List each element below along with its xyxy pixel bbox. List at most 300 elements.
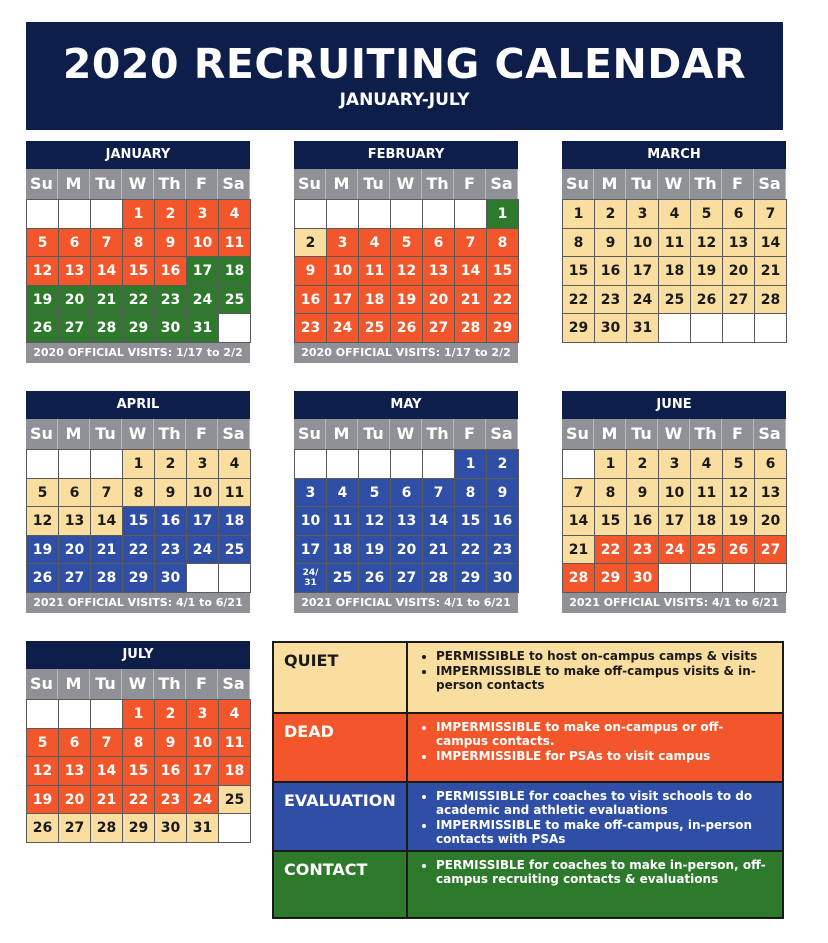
day-cell: 12 <box>390 256 423 286</box>
month-may <box>294 391 518 613</box>
day-cell: 11 <box>326 506 359 536</box>
weekday-header: Th <box>690 169 722 199</box>
month-name: JULY <box>26 641 250 669</box>
day-cell: 19 <box>26 285 59 315</box>
weekday-header: Th <box>154 669 186 699</box>
month-january <box>26 141 250 363</box>
legend-name: DEAD <box>274 714 408 781</box>
day-cell: 27 <box>58 813 91 843</box>
day-cell: 7 <box>454 228 487 258</box>
day-cell: 20 <box>58 285 91 315</box>
day-cell: 15 <box>486 256 519 286</box>
legend-item: • IMPERMISSIBLE to make off-campus, in-person contacts with PSAs <box>436 818 772 846</box>
weekday-header: M <box>594 419 626 449</box>
empty-cell <box>358 449 391 479</box>
day-cell: 12 <box>26 506 59 536</box>
day-cell: 3 <box>658 449 691 479</box>
day-cell: 26 <box>390 313 423 343</box>
day-cell: 20 <box>390 535 423 565</box>
weekday-header: F <box>186 169 218 199</box>
day-cell: 6 <box>722 199 755 229</box>
day-cell: 6 <box>754 449 787 479</box>
weekday-header: F <box>454 419 486 449</box>
day-cell: 17 <box>658 506 691 536</box>
day-cell: 19 <box>26 535 59 565</box>
day-cell: 26 <box>722 535 755 565</box>
month-name: MARCH <box>562 141 786 169</box>
empty-cell <box>390 199 423 229</box>
day-cell: 26 <box>358 563 391 593</box>
month-name: JUNE <box>562 391 786 419</box>
day-cell: 6 <box>58 228 91 258</box>
day-cell: 13 <box>58 256 91 286</box>
day-cell: 6 <box>58 728 91 758</box>
weekday-header: Sa <box>218 419 250 449</box>
weekday-header: Sa <box>754 419 786 449</box>
empty-cell <box>562 449 595 479</box>
month-grid <box>562 169 786 342</box>
day-cell: 20 <box>58 785 91 815</box>
day-cell: 16 <box>154 256 187 286</box>
day-cell: 29 <box>122 313 155 343</box>
weekday-header: Su <box>294 169 326 199</box>
day-cell: 2 <box>594 199 627 229</box>
day-cell: 9 <box>594 228 627 258</box>
empty-cell <box>754 313 787 343</box>
empty-cell <box>454 199 487 229</box>
page-subtitle: JANUARY-JULY <box>339 90 470 110</box>
day-cell: 27 <box>722 285 755 315</box>
day-cell: 12 <box>26 256 59 286</box>
day-cell: 27 <box>58 313 91 343</box>
day-cell: 12 <box>690 228 723 258</box>
day-cell: 16 <box>626 506 659 536</box>
month-name: JANUARY <box>26 141 250 169</box>
day-cell: 9 <box>294 256 327 286</box>
weekday-header: Su <box>562 169 594 199</box>
weekday-header: Th <box>154 169 186 199</box>
weekday-header: Tu <box>626 419 658 449</box>
empty-cell <box>26 449 59 479</box>
day-cell: 11 <box>658 228 691 258</box>
day-cell: 8 <box>454 478 487 508</box>
day-cell: 17 <box>186 756 219 786</box>
weekday-header: M <box>594 169 626 199</box>
weekday-header: Su <box>26 669 58 699</box>
weekday-header: W <box>122 419 154 449</box>
day-cell: 30 <box>154 563 187 593</box>
month-name: FEBRUARY <box>294 141 518 169</box>
day-cell: 23 <box>154 785 187 815</box>
weekday-header: W <box>390 169 422 199</box>
day-cell: 25 <box>218 285 251 315</box>
day-cell: 29 <box>122 563 155 593</box>
empty-cell <box>58 699 91 729</box>
day-cell: 31 <box>186 313 219 343</box>
page-title: 2020 RECRUITING CALENDAR <box>62 40 747 88</box>
weekday-header: F <box>722 169 754 199</box>
day-cell: 8 <box>562 228 595 258</box>
weekday-header: W <box>122 169 154 199</box>
day-cell: 15 <box>122 256 155 286</box>
day-cell: 14 <box>90 256 123 286</box>
day-cell: 30 <box>486 563 519 593</box>
empty-cell <box>58 199 91 229</box>
weekday-header: M <box>58 419 90 449</box>
day-cell: 20 <box>58 535 91 565</box>
day-cell: 29 <box>454 563 487 593</box>
legend-item: • IMPERMISSIBLE for PSAs to visit campus <box>436 749 772 763</box>
weekday-header: Sa <box>486 419 518 449</box>
legend-item: • PERMISSIBLE to host on-campus camps & visits <box>436 649 772 663</box>
day-cell: 14 <box>90 756 123 786</box>
day-cell: 13 <box>422 256 455 286</box>
day-cell: 10 <box>326 256 359 286</box>
day-cell: 20 <box>722 256 755 286</box>
day-cell: 23 <box>626 535 659 565</box>
weekday-header: M <box>58 169 90 199</box>
legend-row-contact <box>274 852 782 917</box>
weekday-header: Su <box>26 169 58 199</box>
day-cell: 3 <box>186 199 219 229</box>
weekday-header: W <box>390 419 422 449</box>
weekday-header: Tu <box>358 419 390 449</box>
day-cell: 12 <box>26 756 59 786</box>
day-cell: 6 <box>58 478 91 508</box>
day-cell: 19 <box>690 256 723 286</box>
day-cell: 27 <box>754 535 787 565</box>
day-cell: 8 <box>486 228 519 258</box>
empty-cell <box>294 199 327 229</box>
month-grid <box>294 169 518 342</box>
day-cell: 10 <box>626 228 659 258</box>
official-visits-footer: 2020 OFFICIAL VISITS: 1/17 to 2/2 <box>294 343 518 363</box>
day-cell: 22 <box>122 285 155 315</box>
weekday-header: Th <box>154 419 186 449</box>
month-name: MAY <box>294 391 518 419</box>
weekday-header: F <box>454 169 486 199</box>
month-february <box>294 141 518 363</box>
day-cell: 21 <box>422 535 455 565</box>
day-cell: 7 <box>422 478 455 508</box>
day-cell: 11 <box>218 478 251 508</box>
empty-cell <box>294 449 327 479</box>
day-cell: 10 <box>186 228 219 258</box>
day-cell: 23 <box>294 313 327 343</box>
day-cell: 9 <box>154 228 187 258</box>
day-cell: 11 <box>218 728 251 758</box>
day-cell: 26 <box>26 813 59 843</box>
day-cell: 9 <box>154 478 187 508</box>
day-cell: 2 <box>154 449 187 479</box>
month-grid <box>562 419 786 592</box>
day-cell: 3 <box>294 478 327 508</box>
day-cell: 14 <box>754 228 787 258</box>
day-cell: 15 <box>594 506 627 536</box>
empty-cell <box>754 563 787 593</box>
day-cell: 10 <box>186 728 219 758</box>
day-cell: 28 <box>454 313 487 343</box>
empty-cell <box>658 313 691 343</box>
day-cell: 1 <box>122 199 155 229</box>
day-cell: 22 <box>454 535 487 565</box>
day-cell: 17 <box>326 285 359 315</box>
official-visits-footer: 2021 OFFICIAL VISITS: 4/1 to 6/21 <box>562 593 786 613</box>
month-grid <box>26 669 250 842</box>
day-cell: 3 <box>186 449 219 479</box>
day-cell: 15 <box>122 506 155 536</box>
day-cell: 24 <box>626 285 659 315</box>
official-visits-footer: 2021 OFFICIAL VISITS: 4/1 to 6/21 <box>294 593 518 613</box>
day-cell: 23 <box>486 535 519 565</box>
day-cell: 26 <box>26 563 59 593</box>
day-cell: 4 <box>218 199 251 229</box>
day-cell: 25 <box>326 563 359 593</box>
day-cell: 19 <box>390 285 423 315</box>
weekday-header: Th <box>690 419 722 449</box>
day-cell: 24 <box>658 535 691 565</box>
month-june <box>562 391 786 613</box>
day-cell: 13 <box>754 478 787 508</box>
day-cell: 21 <box>562 535 595 565</box>
empty-cell <box>218 313 251 343</box>
legend-item: • IMPERMISSIBLE to make off-campus visits & in-person contacts <box>436 664 772 692</box>
weekday-header: F <box>186 669 218 699</box>
day-cell: 15 <box>562 256 595 286</box>
day-cell: 28 <box>422 563 455 593</box>
day-cell: 31 <box>626 313 659 343</box>
day-cell: 3 <box>326 228 359 258</box>
day-cell: 23 <box>594 285 627 315</box>
month-grid <box>26 419 250 592</box>
day-cell: 20 <box>422 285 455 315</box>
day-cell: 10 <box>294 506 327 536</box>
day-cell: 5 <box>358 478 391 508</box>
weekday-header: F <box>722 419 754 449</box>
weekday-header: Sa <box>486 169 518 199</box>
day-cell: 26 <box>690 285 723 315</box>
legend-row-dead <box>274 714 782 783</box>
day-cell: 18 <box>218 256 251 286</box>
day-cell: 22 <box>486 285 519 315</box>
empty-cell <box>218 813 251 843</box>
day-cell: 5 <box>26 728 59 758</box>
weekday-header: Sa <box>754 169 786 199</box>
day-cell: 2 <box>486 449 519 479</box>
day-cell: 16 <box>486 506 519 536</box>
day-cell: 7 <box>90 228 123 258</box>
day-cell: 2 <box>154 199 187 229</box>
day-cell: 8 <box>122 228 155 258</box>
weekday-header: M <box>326 169 358 199</box>
day-cell: 29 <box>122 813 155 843</box>
day-cell: 1 <box>486 199 519 229</box>
day-cell: 21 <box>90 285 123 315</box>
empty-cell <box>90 449 123 479</box>
day-cell: 19 <box>26 785 59 815</box>
weekday-header: Sa <box>218 669 250 699</box>
day-cell: 16 <box>294 285 327 315</box>
weekday-header: Th <box>422 169 454 199</box>
empty-cell <box>26 699 59 729</box>
weekday-header: W <box>122 669 154 699</box>
day-cell: 17 <box>626 256 659 286</box>
day-cell: 4 <box>690 449 723 479</box>
empty-cell <box>722 313 755 343</box>
day-cell: 25 <box>658 285 691 315</box>
day-cell: 22 <box>562 285 595 315</box>
empty-cell <box>58 449 91 479</box>
empty-cell <box>186 563 219 593</box>
day-cell: 6 <box>422 228 455 258</box>
month-april <box>26 391 250 613</box>
day-cell: 13 <box>722 228 755 258</box>
day-cell: 4 <box>358 228 391 258</box>
day-cell: 27 <box>58 563 91 593</box>
day-cell: 6 <box>390 478 423 508</box>
day-cell: 22 <box>122 535 155 565</box>
weekday-header: M <box>58 669 90 699</box>
day-cell: 30 <box>154 813 187 843</box>
weekday-header: Tu <box>90 669 122 699</box>
weekday-header: Su <box>294 419 326 449</box>
day-cell: 28 <box>562 563 595 593</box>
empty-cell <box>326 449 359 479</box>
weekday-header: Tu <box>90 419 122 449</box>
weekday-header: Tu <box>358 169 390 199</box>
day-cell: 4 <box>218 699 251 729</box>
weekday-header: W <box>658 169 690 199</box>
weekday-header: Th <box>422 419 454 449</box>
day-cell: 27 <box>390 563 423 593</box>
day-cell: 2 <box>626 449 659 479</box>
day-cell: 18 <box>218 756 251 786</box>
day-cell: 5 <box>690 199 723 229</box>
legend-table <box>272 641 784 919</box>
day-cell: 21 <box>754 256 787 286</box>
day-cell: 30 <box>594 313 627 343</box>
day-cell: 30 <box>626 563 659 593</box>
day-cell: 21 <box>90 785 123 815</box>
day-cell: 7 <box>562 478 595 508</box>
legend-item: • PERMISSIBLE for coaches to make in-person, off-campus recruiting contacts & evaluations <box>436 858 772 886</box>
day-cell: 18 <box>218 506 251 536</box>
day-cell: 28 <box>754 285 787 315</box>
empty-cell <box>390 449 423 479</box>
day-cell: 7 <box>754 199 787 229</box>
header-banner <box>26 22 783 130</box>
month-grid <box>294 419 518 592</box>
day-cell: 16 <box>154 756 187 786</box>
day-cell: 30 <box>154 313 187 343</box>
day-cell: 4 <box>218 449 251 479</box>
day-cell: 25 <box>690 535 723 565</box>
day-cell: 16 <box>594 256 627 286</box>
day-cell: 2 <box>294 228 327 258</box>
day-cell: 8 <box>122 478 155 508</box>
weekday-header: Tu <box>90 169 122 199</box>
empty-cell <box>658 563 691 593</box>
day-cell: 12 <box>722 478 755 508</box>
legend-name: QUIET <box>274 643 408 712</box>
day-cell: 21 <box>454 285 487 315</box>
day-cell: 5 <box>26 478 59 508</box>
day-cell: 3 <box>626 199 659 229</box>
day-cell: 15 <box>454 506 487 536</box>
day-cell: 21 <box>90 535 123 565</box>
day-cell: 24 <box>186 535 219 565</box>
day-cell: 4 <box>658 199 691 229</box>
day-cell: 12 <box>358 506 391 536</box>
day-cell: 20 <box>754 506 787 536</box>
day-cell: 24 <box>186 285 219 315</box>
day-cell: 22 <box>122 785 155 815</box>
day-cell: 28 <box>90 563 123 593</box>
day-cell: 18 <box>658 256 691 286</box>
day-cell: 17 <box>186 256 219 286</box>
empty-cell <box>326 199 359 229</box>
empty-cell <box>358 199 391 229</box>
day-cell: 1 <box>562 199 595 229</box>
day-cell: 2 <box>154 699 187 729</box>
day-cell: 24/ 31 <box>294 563 327 593</box>
day-cell: 15 <box>122 756 155 786</box>
day-cell: 26 <box>26 313 59 343</box>
day-cell: 24 <box>186 785 219 815</box>
day-cell: 3 <box>186 699 219 729</box>
weekday-header: Sa <box>218 169 250 199</box>
empty-cell <box>690 563 723 593</box>
day-cell: 23 <box>154 285 187 315</box>
day-cell: 14 <box>90 506 123 536</box>
day-cell: 24 <box>326 313 359 343</box>
empty-cell <box>422 449 455 479</box>
day-cell: 11 <box>218 228 251 258</box>
weekday-header: Su <box>26 419 58 449</box>
weekday-header: Su <box>562 419 594 449</box>
day-cell: 5 <box>26 228 59 258</box>
legend-item: • PERMISSIBLE for coaches to visit schools to do academic and athletic evaluations <box>436 789 772 817</box>
day-cell: 1 <box>594 449 627 479</box>
day-cell: 1 <box>454 449 487 479</box>
day-cell: 5 <box>722 449 755 479</box>
day-cell: 16 <box>154 506 187 536</box>
legend-name: EVALUATION <box>274 783 408 850</box>
month-name: APRIL <box>26 391 250 419</box>
day-cell: 9 <box>626 478 659 508</box>
day-cell: 1 <box>122 449 155 479</box>
day-cell: 23 <box>154 535 187 565</box>
empty-cell <box>90 699 123 729</box>
weekday-header: W <box>658 419 690 449</box>
month-grid <box>26 169 250 342</box>
day-cell: 19 <box>722 506 755 536</box>
day-cell: 4 <box>326 478 359 508</box>
day-cell: 17 <box>294 535 327 565</box>
day-cell: 5 <box>390 228 423 258</box>
day-cell: 25 <box>218 785 251 815</box>
month-july <box>26 641 250 842</box>
empty-cell <box>422 199 455 229</box>
empty-cell <box>90 199 123 229</box>
day-cell: 28 <box>90 313 123 343</box>
day-cell: 11 <box>690 478 723 508</box>
empty-cell <box>26 199 59 229</box>
legend-item: • IMPERMISSIBLE to make on-campus or off-campus contacts. <box>436 720 772 748</box>
day-cell: 25 <box>218 535 251 565</box>
day-cell: 22 <box>594 535 627 565</box>
day-cell: 17 <box>186 506 219 536</box>
